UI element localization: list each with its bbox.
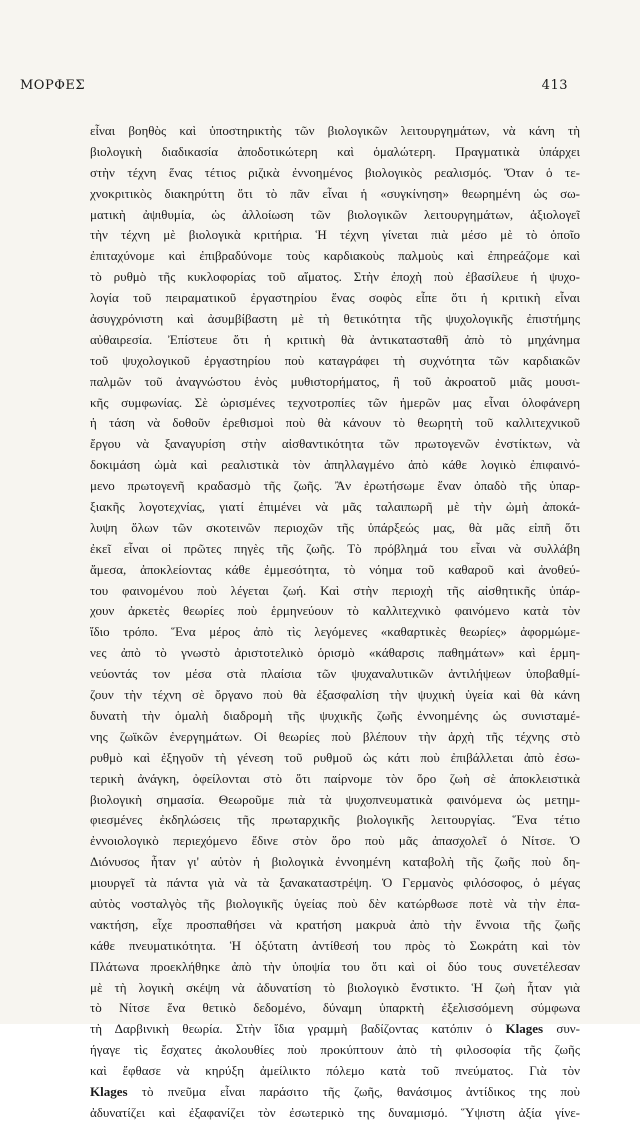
text-line: νης ζωϊκῶν ἐνεργημάτων. Οἱ θεωρίες ποὺ βλέπουν τὴν ἀρχὴ τῆς τέχνης στὸ xyxy=(90,728,580,744)
text-line: μὲ τὴ λογικὴ σκέψη νὰ ἀδυνατίση τὸ βιολογικὸ ἔνστικτο. Ἡ ζωὴ ἦταν γιὰ xyxy=(90,979,580,995)
text-line: νεύοντάς τον μέσα στὰ πλαίσια τῶν ψυχαναλυτικῶν ἀντιλήψεων ὑποβαθμί- xyxy=(90,666,580,682)
text-line: κῆς συμφωνίας. Σὲ ὡρισμένες τεχνοτροπίες τῶν ἡμερῶν μας εἶναι ὁλοφάνερη xyxy=(90,394,580,410)
text-line: ἡ τάση νὰ δοθοῦν ἐρεθισμοὶ ποὺ θὰ κάνουν τὸ θεωρητὴ τοῦ καλλιτεχνικοῦ xyxy=(90,415,580,431)
page-number: 413 xyxy=(541,78,568,93)
text-line: ἐπιταχύνομε καὶ ἐπιβραδύνομε τοὺς καρδιακοὺς παλμοὺς καὶ ἐπηρεάζομε καὶ xyxy=(90,248,580,264)
text-line: καὶ ἔφθασε νὰ κηρύξη ἀμείλικτο πόλεμο κατὰ τοῦ πνεύματος. Γιὰ τὸν xyxy=(90,1063,580,1079)
text-line: μιουργεῖ τὰ πάντα γιὰ νὰ τὰ ξανακαταστρέψη. Ὁ Γερμανὸς φιλόσοφος, ὁ μέγας xyxy=(90,875,580,891)
text-line: βιολογικὴ διαδικασία ἀποδοτικώτερη καὶ ὁμαλώτερη. Πραγματικὰ ὑπάρχει xyxy=(90,143,580,159)
text-line: ρυθμὸ καὶ ἐξηγοῦν τὴ γένεση τοῦ ρυθμοῦ ὡς κάτι ποὺ ἐπιβάλλεται ἀπὸ ἐσω- xyxy=(90,749,580,765)
text-line: δοκιμάση ὠμὰ καὶ ρεαλιστικὰ τὸν ἀπηλλαγμένο ἀπὸ κάθε λογικὸ ἐπιφαινό- xyxy=(90,457,580,473)
text-line: νες ἀπὸ τὸ γνωστὸ ἀριστοτελικὸ ὁρισμὸ «κάθαρσις παθημάτων» καὶ ἑρμη- xyxy=(90,645,580,661)
text-line: τὸ Νίτσε ἕνα θετικὸ δεδομένο, δύναμη ὑπαρκτὴ ἐξελισσόμενη σύμφωνα xyxy=(90,1000,580,1016)
text-line: κάθε πνευματικότητα. Ἡ ὀξύτατη ἀντίθεσή του πρὸς τὸ Σωκράτη καὶ τὸν xyxy=(90,937,580,953)
text-line: στὴν τέχνη ἕνας τέτιος ριζικὰ ἐννοημένος βιολογικὸς ρεαλισμός. Ὅταν ὁ τε- xyxy=(90,164,580,180)
text-line: χνοκριτικὸς διακηρύττη ὅτι τὸ πᾶν εἶναι ἡ «συγκίνηση» θεωρημένη ὡς σω- xyxy=(90,185,580,201)
text-line: παλμῶν τοῦ ἀναγνώστου ἑνὸς μυθιστορήματος, ἢ τοῦ ἀκροατοῦ μιᾶς μουσι- xyxy=(90,373,580,389)
text-line: δυνατὴ τὴν ὁμαλὴ διαδρομὴ τῆς ψυχικῆς ζωῆς ἐννοημένης ὡς συνισταμέ- xyxy=(90,707,580,723)
text-line: λογία τοῦ πειραματικοῦ ἐργαστηρίου ἕνας σοφὸς εἶπε ὅτι ἡ κριτικὴ εἶναι xyxy=(90,290,580,306)
text-line: ἀσυγχρόνιστη καὶ ἀσυμβίβαστη μὲ τὴ θετικότητα τῆς ψυχολογικῆς ἐπιστήμης xyxy=(90,311,580,327)
text-line: τὴν τέχνη μὲ βιολογικὰ κριτήρια. Ἡ τέχνη γίνεται πιὰ μέσο μὲ τὸ ὁποῖο xyxy=(90,227,580,243)
text-line: Πλάτωνα προεκλήθηκε ἀπὸ τὴν ὑποψία του ὅτι καὶ οἱ δύο τους συνετέλεσαν xyxy=(90,958,580,974)
text-line: ἐκεῖ εἶναι οἱ πρῶτες πηγὲς τῆς ζωῆς. Τὸ πρόβλημά του εἶναι νὰ συλλάβη xyxy=(90,540,580,556)
text-line: ἴδιο τρόπο. Ἕνα μέρος ἀπὸ τὶς λεγόμενες «καθαρτικὲς θεωρίες» ἀφορμώμε- xyxy=(90,624,580,640)
text-line: ζουν τὴν τέχνη σὲ ὄργανο ποὺ θὰ ἐξασφαλίση τὴν ψυχικὴ ὑγεία καὶ θὰ κάνη xyxy=(90,687,580,703)
text-line: ξιακῆς λογοτεχνίας, γιατί ἐπιμένει νὰ μᾶς ταλαιπωρῆ μὲ τὴν ὠμὴ ἀποκά- xyxy=(90,499,580,515)
text-line: βιολογικὴ σημασία. Θεωροῦμε πιὰ τὰ ψυχοπνευματικὰ φαινόμενα ὡς μετημ- xyxy=(90,791,580,807)
text-line: τὸ ρυθμὸ τῆς κυκλοφορίας τοῦ αἵματος. Στὴν ἐποχὴ ποὺ ἐβασίλευε ἡ ψυχο- xyxy=(90,269,580,285)
running-title: ΜΟΡΦΕΣ xyxy=(20,78,86,93)
text-line: ἐννοιολογικὸ περιεχόμενο ἔδινε στὸν ὅρο ποὺ μᾶς ἀπασχολεῖ ὁ Νίτσε. Ὁ xyxy=(90,833,580,849)
text-line: φιεσμένες ἐκδηλώσεις τῆς πρωταρχικῆς βιολογικῆς λειτουργίας. Ἕνα τέτιο xyxy=(90,812,580,828)
text-line: τοῦ ψυχολογικοῦ ἐργαστηρίου ποὺ καταγράφει τὴ συχνότητα τῶν καρδιακῶν xyxy=(90,352,580,368)
body-paragraph xyxy=(90,121,580,1124)
text-line: χουν ἀρκετὲς θεωρίες ποὺ ἑρμηνεύουν τὸ καλλιτεχνικὸ φαινόμενο κατὰ τὸν xyxy=(90,603,580,619)
text-line: λυψη ὅλων τῶν σκοτεινῶν περιοχῶν τῆς ὑπάρξεώς μας, θὰ μᾶς εἰπῆ ὅτι xyxy=(90,519,580,535)
text-line: τὴ Δαρβινικὴ θεωρία. Στὴν ἴδια γραμμὴ βαδίζοντας κατόπιν ὁ Klages συν- xyxy=(90,1021,580,1037)
text-line: ματικὴ ἀψιθυμία, ὡς ἀλλοίωση τῶν βιολογικῶν λειτουργημάτων, ἀξιολογεῖ xyxy=(90,206,580,222)
text-line: νακτήση, εἶχε προσπαθήσει νὰ κρατήση μακρυὰ ἀπὸ τὴν ἔννοια τῆς ζωῆς xyxy=(90,916,580,932)
text-line: του φαινομένου ποὺ λέγεται ζωή. Καὶ στὴν περιοχὴ τῆς αἰσθητικῆς ὑπάρ- xyxy=(90,582,580,598)
text-line: εἶναι βοηθὸς καὶ ὑποστηρικτὴς τῶν βιολογικῶν λειτουργημάτων, νὰ κάνη τὴ xyxy=(90,123,580,138)
text-line: Klages τὸ πνεῦμα εἶναι παράσιτο τῆς ζωῆς, θανάσιμος ἀντίδικος της ποὺ xyxy=(90,1083,580,1099)
running-header xyxy=(20,78,568,98)
text-line: ἀδυνατίζει καὶ ἐξαφανίζει τὸν ἐσωτερικὸ της δυναμισμό. Ὕψιστη ἀξία γίνε- xyxy=(90,1104,580,1120)
text-line: ἔργου νὰ ξαναγυρίση στὴν αἰσθαντικότητα τῶν πρωτογενῶν ἐνστίκτων, νὰ xyxy=(90,436,580,452)
text-line: μενο πρωτογενῆ κραδασμὸ τῆς ζωῆς. Ἂν ἐρωτήσωμε ἕναν ὀπαδὸ τῆς ὑπαρ- xyxy=(90,478,580,494)
text-line: ήγαγε τὶς ἔσχατες ἀκολουθίες ποὺ προκύπτουν ἀπὸ τὴ φιλοσοφία τῆς ζωῆς xyxy=(90,1042,580,1058)
text-line: Διόνυσος ἦταν γι' αὐτὸν ἡ βιολογικὰ ἐννοημένη καταβολὴ τῆς ζωῆς ποὺ δη- xyxy=(90,854,580,870)
text-line: αὐτὸς νοσταλγὸς τῆς βιολογικῆς ὑγείας ποὺ δὲν κατώρθωσε ποτὲ νὰ τὴν ἐπα- xyxy=(90,895,580,911)
text-line: τερικὴ ἀνάγκη, ὀφείλονται στὸ ὅτι παίρνομε τὸν ὅρο ζωὴ σὲ ἀποκλειστικὰ xyxy=(90,770,580,786)
text-line: αὐθαιρεσία. Ἐπίστευε ὅτι ἡ κριτικὴ θὰ ἀντικατασταθῆ ἀπὸ τὸ μηχάνημα xyxy=(90,331,580,347)
text-line: ἄμεσα, ἀποκλείοντας κάθε ἐμμεσότητα, τὸ νόημα τοῦ καθαροῦ καὶ ἀνοθεύ- xyxy=(90,561,580,577)
